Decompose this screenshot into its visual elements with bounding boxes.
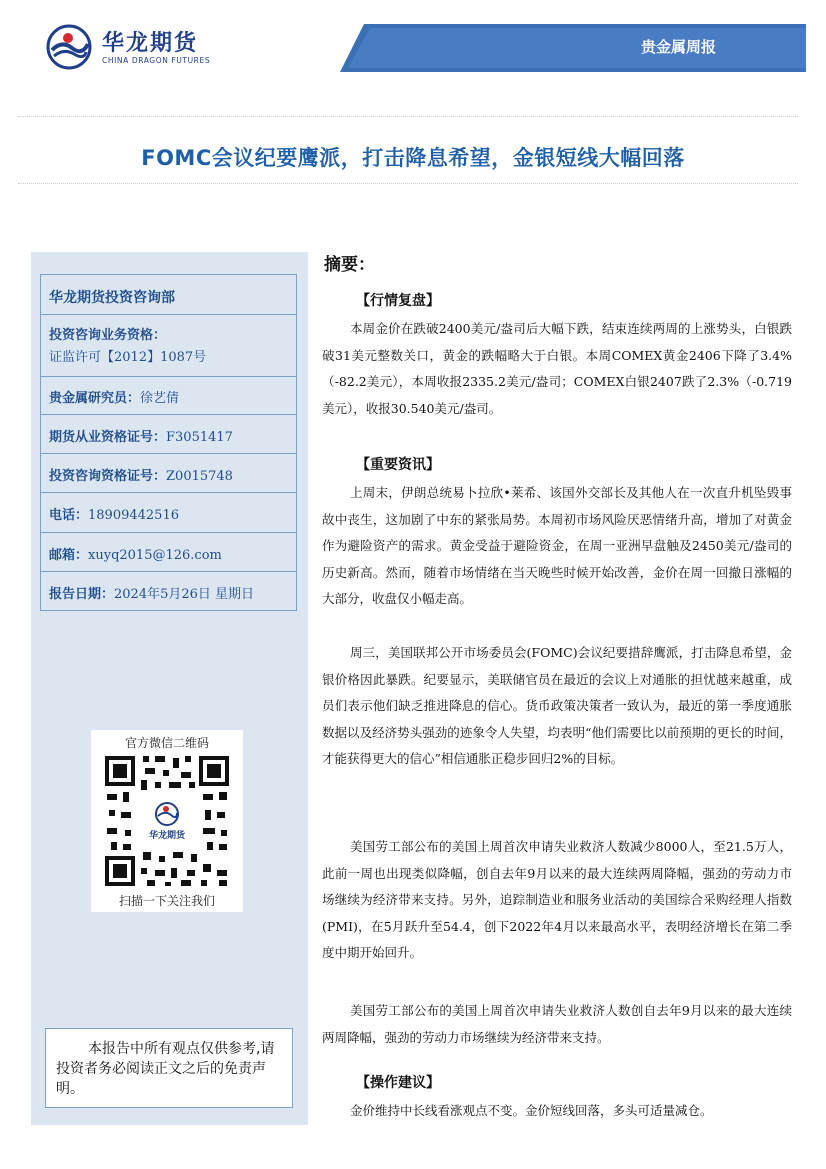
news-paragraph-1: 上周末，伊朗总统易卜拉欣•莱希、该国外交部长及其他人在一次直升机坠毁事故中丧生，这加剧了中东的紧张局势。本周初市场风险厌恶情绪升高，增加了对黄金作为避险资产的需求。黄金受益于避险资金，在周一亚洲早盘触及2450美元/盎司的历史新高。然而，随着市场情绪在当天晚些时候开始改善，金价在周一回撤日涨幅的大部分，收盘仅小幅走高。 [322,485,792,606]
sidebar [31,252,308,1125]
logo-chinese-name: 华龙期货 [102,31,199,56]
researcher-label: 贵金属研究员： [49,391,141,406]
operation-advice-paragraph: 金价维持中长线看涨观点不变。金价短线回落，多头可适量减仓。 [350,1103,713,1118]
logo-english-name: CHINA DRAGON FUTURES [102,56,211,65]
futures-cert-row [41,415,296,454]
report-type-label: 贵金属周报 [640,38,716,56]
abstract-heading: 摘要： [324,255,375,275]
qualification-value: 证监许可【2012】1087号 [49,350,207,365]
consult-cert-label: 投资咨询资格证号： [49,469,167,484]
report-title: FOMC会议纪要鹰派，打击降息希望，金银短线大幅回落 [141,146,685,170]
qualification-row [41,315,296,377]
phone-value: 18909442516 [88,508,179,523]
consult-cert-row [41,454,296,493]
report-date-label: 报告日期： [49,587,115,602]
futures-cert-value: F3051417 [166,430,233,445]
consult-cert-value: Z0015748 [166,469,233,484]
dept-row [41,275,296,315]
market-review-paragraph: 本周金价在跌破2400美元/盎司后大幅下跌，结束连续两周的上涨势头，白银跌破31美元整数关口，黄金的跌幅略大于白银。本周COMEX黄金2406下降了3.4%（-82.2美元），本周收报2335.2美元/盎司；COMEX白银2407跌了2.3%（-0.719美元），收报30.540美元/盎司。 [322,321,792,416]
section-key-news: 【重要资讯】 [356,457,440,473]
title-divider-bottom [18,183,798,184]
report-date-value: 2024年5月26日 星期日 [114,587,255,602]
phone-row [41,493,296,533]
title-divider-top [18,116,798,117]
wechat-qr-card [91,730,243,912]
email-value[interactable]: xuyq2015@126.com [88,548,222,563]
news-paragraph-2: 周三，美国联邦公开市场委员会(FOMC)会议纪要措辞鹰派，打击降息希望，金银价格因此暴跌。纪要显示，美联储官员在最近的会议上对通胀的担忧越来越重，成员们表示他们缺乏推进降息的信心。货币政策决策者一致认为，最近的第一季度通胀数据以及经济势头强劲的迹象令人失望，均表明“他们需要比以前预期的更长的时间，才能获得更大的信心”相信通胀正稳步回归2%的目标。 [322,645,792,766]
phone-label: 电话： [49,508,89,523]
section-operation-advice: 【操作建议】 [356,1075,440,1091]
futures-cert-label: 期货从业资格证号： [49,430,167,445]
email-label: 邮箱： [49,548,89,563]
qr-caption-bottom: 扫描一下关注我们 [118,894,215,908]
dept-name: 华龙期货投资咨询部 [49,290,175,306]
email-row [41,533,296,572]
news-paragraph-3: 美国劳工部公布的美国上周首次申请失业救济人数减少8000人，至21.5万人，此前一周也出现类似降幅，创自去年9月以来的最大连续两周降幅，强劲的劳动力市场继续为经济带来支持。另外，追踪制造业和服务业活动的美国综合采购经理人指数(PMI)，在5月跃升至54.4，创下2022年4月以来最高水平，表明经济增长在第二季度中期开始回升。 [322,839,792,960]
company-logo [46,24,211,72]
qr-code-icon [103,752,231,890]
qr-center-label: 华龙期货 [148,831,186,841]
section-market-review: 【行情复盘】 [356,293,440,309]
qualification-label: 投资咨询业务资格： [49,328,167,343]
report-date-row [41,572,296,610]
disclaimer-note: 本报告中所有观点仅供参考,请投资者务必阅读正文之后的免责声明。 [45,1028,293,1108]
news-paragraph-4: 美国劳工部公布的美国上周首次申请失业救济人数创自去年9月以来的最大连续两周降幅，强劲的劳动力市场继续为经济带来支持。 [322,1003,792,1045]
contact-info-box [40,274,297,611]
researcher-name: 徐艺倩 [140,391,180,406]
qr-caption-top: 官方微信二维码 [124,736,209,750]
researcher-row [41,377,296,415]
header-banner [340,24,806,72]
dragon-logo-icon [46,24,92,70]
